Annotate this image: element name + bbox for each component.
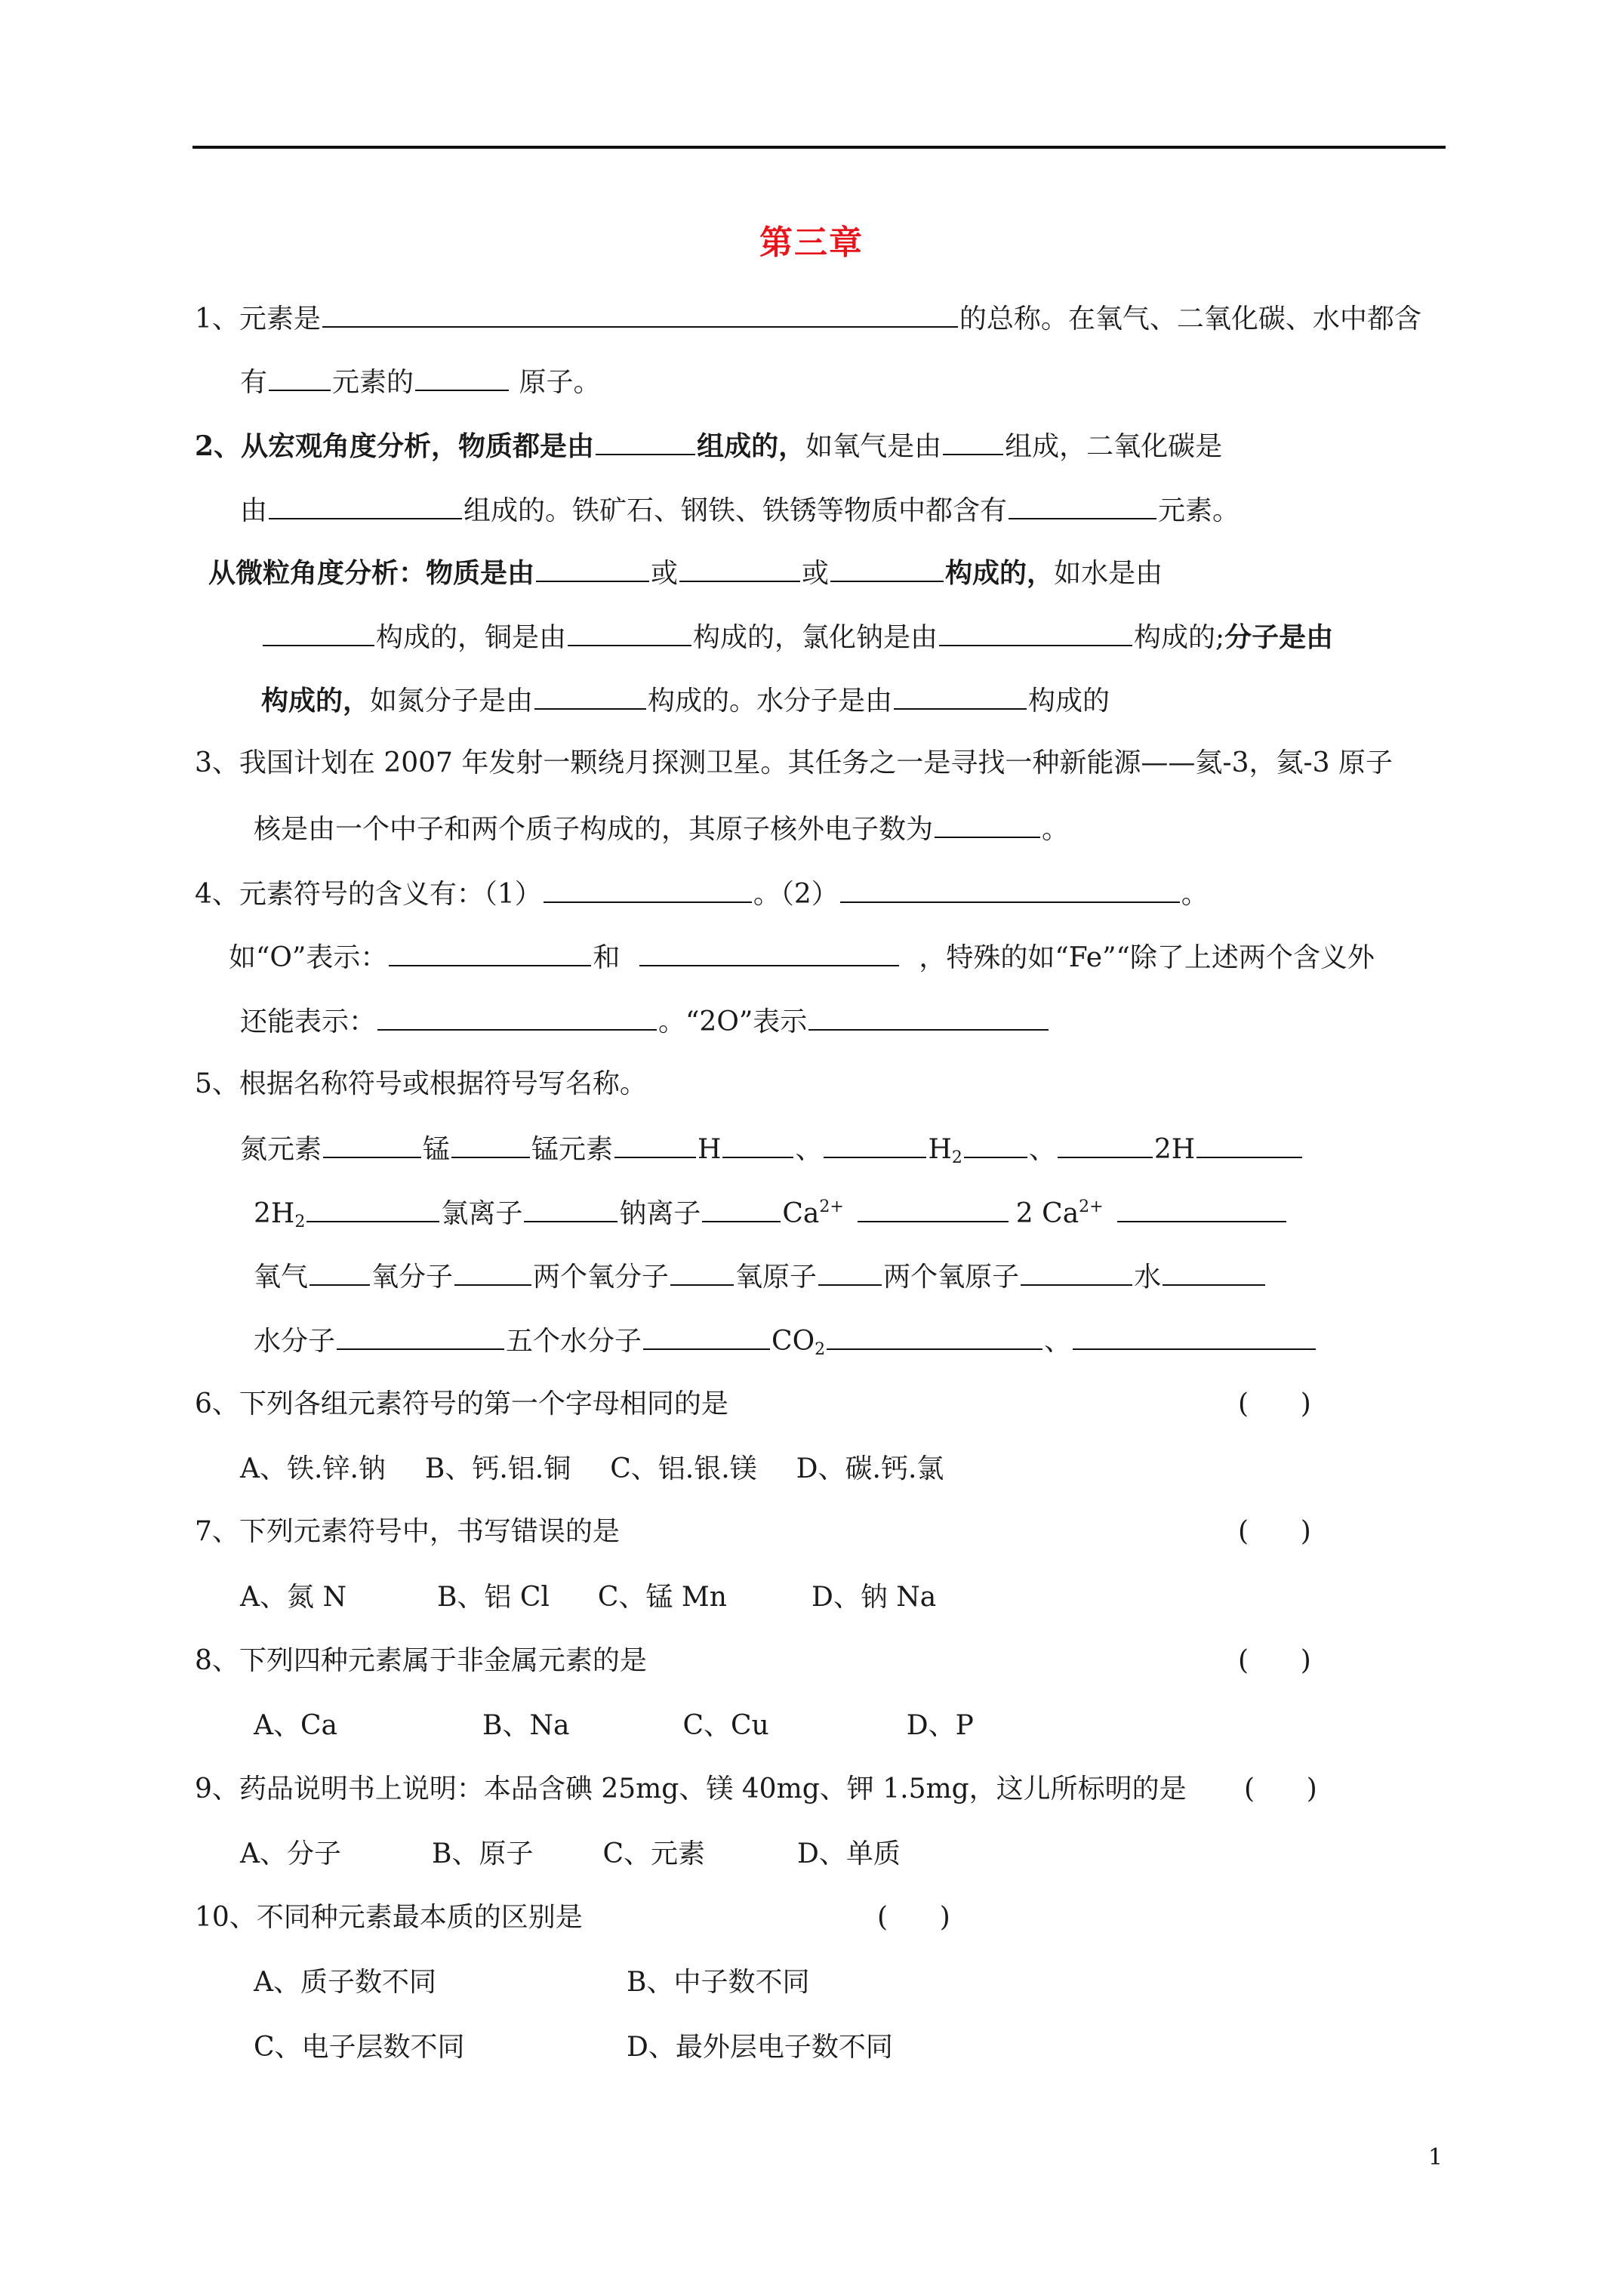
q9-options (240, 1836, 901, 1872)
q2-blank-10[interactable] (939, 618, 1132, 646)
q6-option-d[interactable]: D、碳.钙.氯 (796, 1453, 944, 1484)
q5-symbol: 2H (254, 1198, 295, 1229)
q2-line3 (208, 553, 1163, 590)
q5-label: 钠离子 (619, 1198, 701, 1229)
q4-line1 (195, 874, 1209, 911)
q7-stem: 7、下列元素符号中，书写错误的是 (195, 1516, 620, 1547)
q6-options (240, 1451, 944, 1487)
q2-blank-8[interactable] (263, 618, 374, 646)
q2-text: 如水是由 (1054, 558, 1163, 589)
header-rule (192, 146, 1446, 149)
q5-blank[interactable] (1196, 1130, 1302, 1158)
q5-label: 锰元素 (531, 1134, 614, 1165)
q5-label: 、 (1044, 1326, 1072, 1357)
q5-blank[interactable] (451, 1130, 530, 1158)
q1-blank-1[interactable] (322, 299, 958, 328)
q1-text: 有 (240, 367, 268, 398)
q4-blank-1[interactable] (544, 874, 752, 903)
q5-label: 氧气 (254, 1262, 309, 1293)
q8-options (254, 1708, 974, 1744)
q5-superscript: 2+ (1079, 1197, 1104, 1216)
q3-blank-1[interactable] (935, 809, 1040, 838)
q1-text: 原子。 (510, 367, 601, 398)
q5-blank[interactable] (818, 1257, 882, 1286)
q1-line1 (195, 299, 1421, 335)
q7-answer-paren[interactable]: ( ) (1238, 1516, 1311, 1547)
q8-option-d[interactable]: D、P (906, 1710, 974, 1741)
q2-blank-9[interactable] (568, 618, 691, 646)
q5-symbol: H (928, 1134, 952, 1165)
q2-text: 或 (802, 558, 830, 589)
q5-superscript: 2+ (819, 1197, 844, 1216)
q2-text: 组成，二氧化碳是 (1005, 431, 1223, 462)
q5-blank[interactable] (337, 1321, 504, 1350)
q4-blank-3[interactable] (389, 938, 591, 966)
q9-option-d[interactable]: D、单质 (797, 1838, 901, 1869)
q5-subscript: 2 (815, 1340, 826, 1359)
q10-option-b[interactable]: B、中子数不同 (627, 1967, 810, 1998)
q5-symbol: 2H (1153, 1134, 1196, 1165)
q6-option-c[interactable]: C、铝.银.镁 (610, 1453, 757, 1484)
q5-label: 氮元素 (240, 1134, 322, 1165)
q2-stem: 2、从宏观角度分析，物质都是由 (195, 430, 595, 462)
q5-title: 5、根据名称符号或根据符号写名称。 (195, 1068, 647, 1099)
page-number: 1 (1428, 2144, 1443, 2171)
q5-blank[interactable] (1117, 1194, 1286, 1222)
q1-text: 元素的 (332, 367, 414, 398)
q5-symbol: 2 Ca (1015, 1198, 1079, 1229)
q2-text: 构成的; (1134, 622, 1225, 653)
q5-blank[interactable] (454, 1257, 531, 1286)
page-title: 第三章 (759, 223, 864, 262)
q3-line2 (254, 809, 1069, 846)
q2-blank-3[interactable] (269, 491, 462, 519)
q5-blank[interactable] (643, 1321, 770, 1350)
q6-stem: 6、下列各组元素符号的第一个字母相同的是 (195, 1388, 728, 1419)
q10-option-d[interactable]: D、最外层电子数不同 (627, 2032, 893, 2063)
q8-answer-paren[interactable]: ( ) (1238, 1645, 1311, 1676)
q2-line1 (195, 427, 1222, 463)
q4-blank-6[interactable] (808, 1002, 1049, 1031)
q4-stem: 4、元素符号的含义有：（1） (195, 879, 542, 910)
q2-text: 构成的，铜是由 (376, 622, 567, 653)
q2-text: 组成的。铁矿石、钢铁、铁锈等物质中都含有 (463, 495, 1008, 526)
q2-line5 (261, 681, 1110, 717)
q2-blank-6[interactable] (679, 553, 800, 582)
q4-text: 还能表示： (240, 1006, 377, 1037)
q1-line2 (240, 362, 600, 399)
q5-subscript: 2 (294, 1213, 306, 1231)
q2-blank-11[interactable] (534, 681, 646, 710)
q5-blank[interactable] (827, 1321, 1042, 1350)
q2-blank-5[interactable] (536, 553, 649, 582)
q9-option-c[interactable]: C、元素 (602, 1838, 706, 1869)
q8-option-b[interactable]: B、Na (482, 1710, 570, 1741)
q5-label: 五个水分子 (506, 1326, 642, 1357)
q4-blank-4[interactable] (639, 938, 899, 966)
q5-label: 氯离子 (441, 1198, 523, 1229)
q4-text: 。“2O”表示 (658, 1006, 808, 1037)
q9-stem: 9、药品说明书上说明：本品含碘 25mg、镁 40mg、钾 1.5mg，这儿所标明的是 (195, 1774, 1187, 1804)
q7-option-a[interactable]: A、氮 N (240, 1582, 346, 1613)
q2-text: 构成的， (261, 685, 371, 717)
q5-blank[interactable] (824, 1130, 926, 1158)
q6-option-b[interactable]: B、钙.铝.铜 (424, 1453, 571, 1484)
q9-answer-paren[interactable]: ( ) (1244, 1774, 1317, 1804)
q3-text: 核是由一个中子和两个质子构成的，其原子核外电子数为 (254, 814, 934, 845)
q4-blank-2[interactable] (840, 874, 1180, 903)
q4-text: 如“O”表示： (229, 942, 388, 973)
q5-label: 两个氧分子 (533, 1262, 670, 1293)
q8-option-a[interactable]: A、Ca (254, 1710, 338, 1741)
q5-row1 (240, 1130, 1304, 1166)
q8-option-c[interactable]: C、Cu (682, 1710, 769, 1741)
q2-text: 构成的。水分子是由 (648, 686, 893, 717)
q10-answer-paren[interactable]: ( ) (877, 1902, 950, 1933)
q2-text: 或 (651, 558, 679, 589)
q5-label: 水分子 (254, 1326, 336, 1357)
q10-option-a[interactable]: A、质子数不同 (254, 1967, 436, 1998)
q7-options (240, 1579, 936, 1616)
q5-symbol: Ca (782, 1198, 820, 1229)
q5-blank[interactable] (1021, 1257, 1132, 1286)
q5-blank[interactable] (306, 1194, 439, 1222)
q5-blank[interactable] (614, 1130, 696, 1158)
q10-stem: 10、不同种元素最本质的区别是 (195, 1902, 583, 1933)
q2-text: 组成的， (697, 430, 806, 462)
q2-text: 构成的， (945, 557, 1055, 589)
q7-option-c[interactable]: C、锰 Mn (597, 1582, 727, 1613)
q5-label: 氧原子 (735, 1262, 818, 1293)
q4-text: 。 (1181, 879, 1209, 910)
q4-line2 (229, 938, 1375, 974)
q5-blank[interactable] (670, 1257, 734, 1286)
q5-row3 (254, 1257, 1267, 1293)
q5-blank[interactable] (964, 1130, 1027, 1158)
q5-row4 (254, 1321, 1317, 1358)
q5-blank[interactable] (524, 1194, 617, 1222)
q9-option-a[interactable]: A、分子 (240, 1838, 341, 1869)
q5-label: 两个氧原子 (883, 1262, 1020, 1293)
q2-text: 从微粒角度分析：物质是由 (208, 557, 535, 589)
q9-option-b[interactable]: B、原子 (432, 1838, 534, 1869)
q5-label: 、 (1028, 1134, 1056, 1165)
q5-label: 氧分子 (371, 1262, 454, 1293)
q2-text: 分子是由 (1224, 621, 1334, 653)
q1-blank-3[interactable] (415, 362, 509, 391)
q10-option-c[interactable]: C、电子层数不同 (254, 2032, 465, 2063)
q5-blank[interactable] (1073, 1321, 1316, 1350)
q2-text: 如氧气是由 (805, 431, 942, 462)
q5-label: 水 (1134, 1262, 1162, 1293)
q5-blank[interactable] (1163, 1257, 1265, 1286)
q4-blank-5[interactable] (377, 1002, 657, 1031)
q4-text: ，特殊的如“Fe”“除了上述两个含义外 (919, 942, 1375, 973)
q6-option-a[interactable]: A、铁.锌.钠 (240, 1453, 386, 1484)
q3-line1: 3、我国计划在 2007 年发射一颗绕月探测卫星。其任务之一是寻找一种新能源——氦-3，氦-3 原子 (195, 747, 1393, 778)
q5-blank[interactable] (323, 1130, 421, 1158)
q6-answer-paren[interactable]: ( ) (1238, 1388, 1311, 1419)
q2-text: 由 (240, 495, 268, 526)
q2-text: 元素。 (1158, 495, 1240, 526)
q7-option-b[interactable]: B、铝 Cl (436, 1582, 550, 1613)
q2-line4 (261, 618, 1333, 654)
q2-blank-2[interactable] (943, 427, 1003, 455)
q5-blank[interactable] (1058, 1130, 1153, 1158)
q5-row2 (254, 1194, 1288, 1230)
q5-blank[interactable] (722, 1130, 793, 1158)
q5-label: 锰 (423, 1134, 451, 1165)
q5-label: 、 (795, 1134, 823, 1165)
q2-line2 (240, 491, 1240, 527)
q5-symbol: H (698, 1134, 722, 1165)
q4-line3 (240, 1002, 1050, 1038)
q2-text: 构成的 (1028, 686, 1110, 717)
q5-blank[interactable] (858, 1194, 1009, 1222)
q7-option-d[interactable]: D、钠 Na (811, 1582, 937, 1613)
q2-blank-4[interactable] (1009, 491, 1156, 519)
q5-blank[interactable] (702, 1194, 781, 1222)
q2-text: 构成的，氯化钠是由 (693, 622, 938, 653)
q5-blank[interactable] (310, 1257, 370, 1286)
q3-text: 。 (1042, 814, 1070, 845)
q2-blank-1[interactable] (596, 427, 695, 455)
q2-blank-12[interactable] (894, 681, 1027, 710)
q5-symbol: CO (771, 1326, 815, 1357)
q8-stem: 8、下列四种元素属于非金属元素的是 (195, 1645, 647, 1676)
q5-subscript: 2 (951, 1148, 962, 1167)
q4-text: 和 (593, 942, 621, 973)
q1-stem-cont: 的总称。在氧气、二氧化碳、水中都含 (959, 304, 1421, 334)
q2-blank-7[interactable] (830, 553, 944, 582)
q2-text: 如氮分子是由 (370, 686, 534, 717)
q1-blank-2[interactable] (269, 362, 331, 391)
q1-stem: 1、元素是 (195, 304, 321, 334)
q4-text: 。（2） (753, 879, 839, 910)
